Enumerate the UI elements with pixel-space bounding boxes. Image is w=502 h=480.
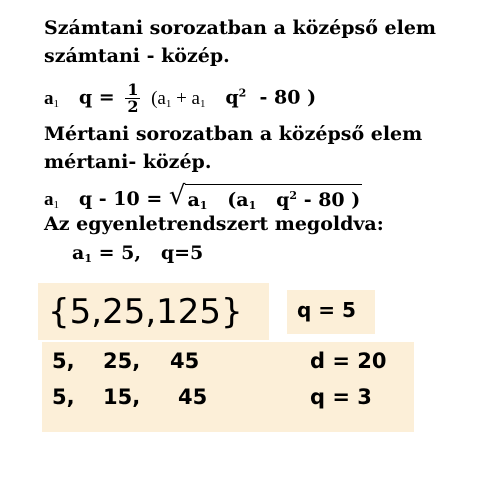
square-root: √ $a_1$ ($a_1$ $q^2 - 80$ ) [169,184,362,216]
fraction: $\frac{1}{2}$ [127,80,139,116]
solution-line: $a_1 = 5$, q=5 [72,242,204,265]
text-line-1: Számtani sorozatban a középső elem [44,17,437,39]
text-line-2: számtani - közép. [44,45,230,67]
equation-arithmetic-mean: $a_1$ q = $\frac{1}{2}$ ($a_1 + a_1$ $q^2 - 80$ ) [44,80,317,116]
q-value: q = 5 [297,298,356,322]
text-line-4: Mértani sorozatban a középső elem [44,123,423,145]
equation-geometric-mean: $a_1$ q - 10 = √ $a_1$ ($a_1$ $q^2 - 80$ ) [44,184,362,216]
solution-set: {5,25,125} [48,292,243,332]
text-line-7: Az egyenletrendszert megoldva: [44,213,384,235]
text-line-5: mértani- közép. [44,151,212,173]
